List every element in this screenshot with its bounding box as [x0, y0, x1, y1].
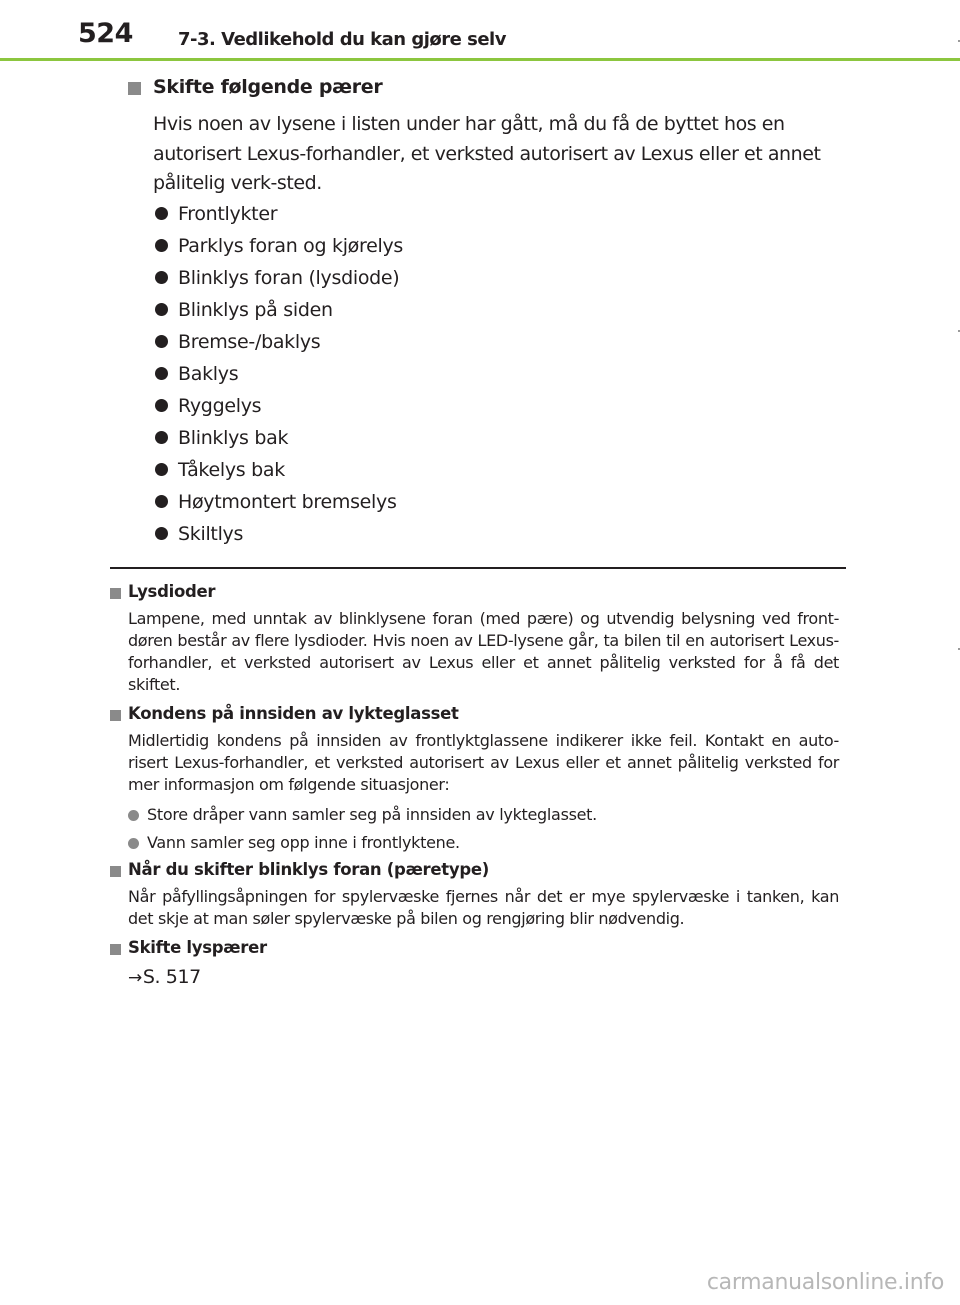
bullet-dot-icon	[155, 431, 168, 444]
list-item: Vann samler seg opp inne i frontlyktene.	[128, 830, 842, 858]
page-reference[interactable]	[128, 964, 842, 991]
bullet-dot-icon	[155, 399, 168, 412]
note-heading-blinklys: Når du skifter blinklys foran (pæretype)	[110, 858, 842, 886]
page-header	[0, 0, 960, 64]
section-divider	[110, 567, 846, 569]
note-body-kondens: Midlertidig kondens på innsiden av frontlyktglassene indikerer ikke feil. Kontakt en auto-risert Lexus-forhandler, et verksted autorisert av Lexus eller et annet pålitelig verksted for mer informasjon om følgende situasjoner:	[128, 731, 839, 794]
page-reference-text: S. 517	[142, 966, 201, 988]
bullet-dot-icon	[155, 271, 168, 284]
square-bullet-icon	[110, 588, 121, 599]
bullet-dot-icon	[155, 463, 168, 476]
note-heading-lyspaerer: Skifte lyspærer	[110, 936, 842, 964]
note-body-blinklys: Når påfyllingsåpningen for spylervæske fjernes når det er mye spylervæske i tanken, kan det skje at man søler spylervæske på bilen og rengjøring blir nødvendig.	[128, 887, 839, 928]
header-divider	[0, 58, 960, 61]
main-intro: Hvis noen av lysene i listen under har gått, må du få de byttet hos en autorisert Lexus-forhandler, et verksted autorisert av Lexus eller et annet pålitelig verk-sted.	[153, 113, 821, 194]
bullet-dot-icon	[155, 239, 168, 252]
main-heading-text: Skifte følgende pærer	[153, 76, 383, 98]
bullet-dot-icon	[155, 495, 168, 508]
notes-section	[110, 580, 842, 991]
watermark: carmanualsonline.info	[706, 1270, 944, 1295]
bullet-dot-icon	[155, 335, 168, 348]
square-bullet-icon	[110, 710, 121, 721]
bullet-dot-icon	[155, 527, 168, 540]
note-body-lysdioder: Lampene, med unntak av blinklysene foran (med pære) og utvendig belysning ved front-døren består av flere lysdioder. Hvis noen av LED-lysene går, ta bilen til en autorisert Lexus-forhandler, et verksted autorisert av Lexus eller et annet pålitelig verksted for å få det skiftet.	[128, 609, 839, 694]
note-heading-lysdioder: Lysdioder	[110, 580, 842, 608]
bullet-dot-icon	[155, 367, 168, 380]
bullet-dot-icon	[128, 810, 139, 821]
square-bullet-icon	[128, 82, 141, 95]
square-bullet-icon	[110, 944, 121, 955]
section-title: 7-3. Vedlikehold du kan gjøre selv	[178, 29, 506, 50]
page-number: 524	[78, 18, 133, 49]
bullet-dot-icon	[128, 838, 139, 849]
bullet-dot-icon	[155, 303, 168, 316]
square-bullet-icon	[110, 866, 121, 877]
list-item: Store dråper vann samler seg på innsiden av lykteglasset.	[128, 802, 842, 830]
arrow-right-icon: →	[128, 968, 142, 988]
note-heading-kondens: Kondens på innsiden av lykteglasset	[110, 702, 842, 730]
bullet-dot-icon	[155, 207, 168, 220]
